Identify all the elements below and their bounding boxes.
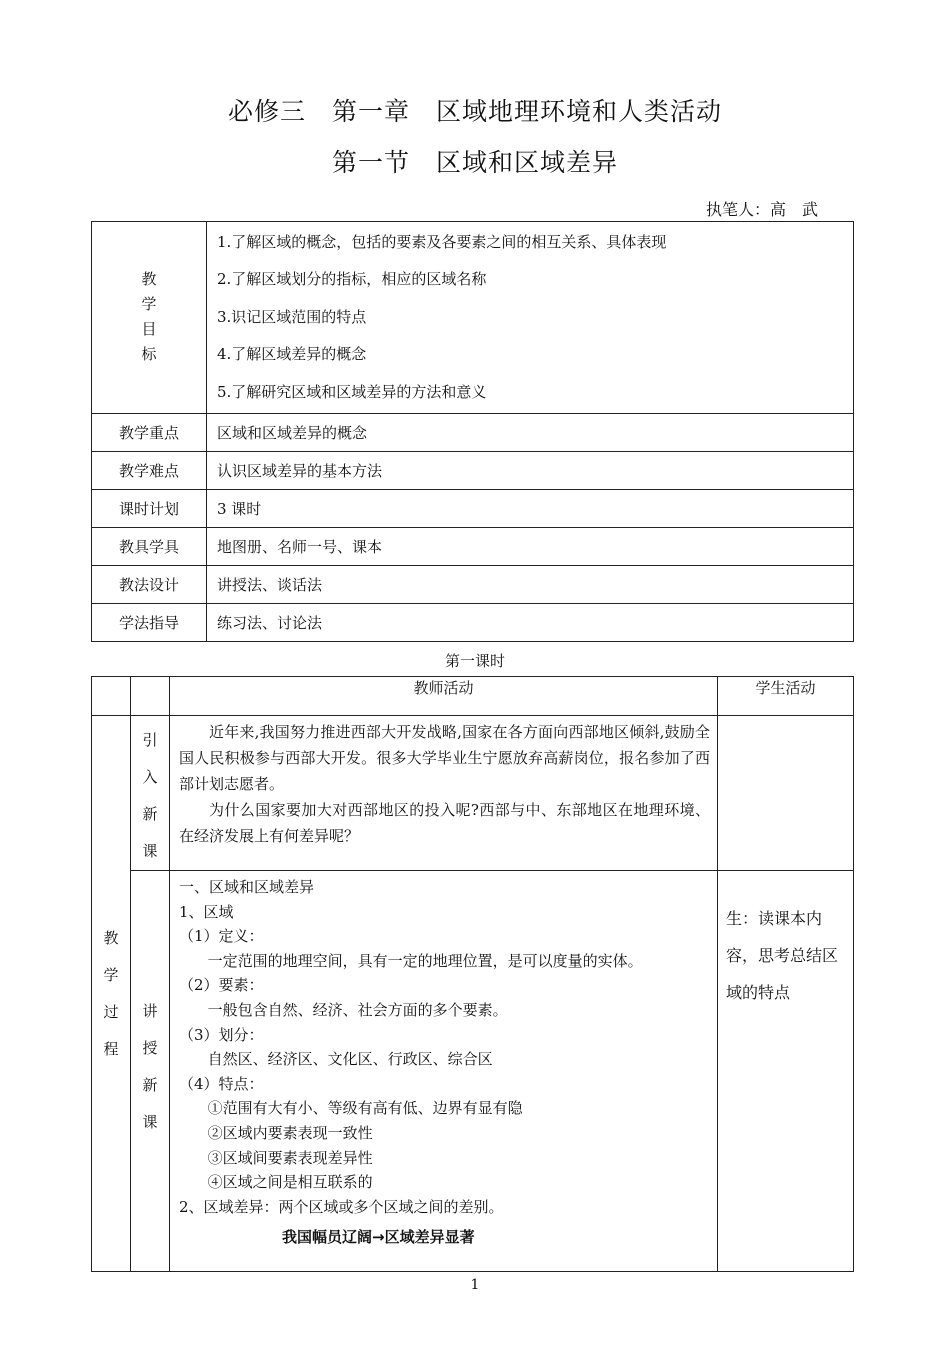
goals-label-char: 标 xyxy=(141,345,157,364)
intro-char: 入 xyxy=(142,768,158,786)
lecture-char: 新 xyxy=(142,1076,158,1094)
lecture-char: 授 xyxy=(142,1039,158,1057)
plan-row xyxy=(92,565,854,603)
goal-item: 3.识记区域范围的特点 xyxy=(217,307,367,326)
intro-paragraph: 近年来,我国努力推进西部大开发战略,国家在各方面向西部地区倾斜,鼓励全国人民积极参与西部大开发。很多大学毕业生宁愿放弃高薪岗位，报名参加了西部计划志愿者。 xyxy=(179,723,710,793)
lesson-plan-table xyxy=(91,221,854,642)
lecture-line: （3）划分： xyxy=(179,1025,264,1044)
lecture-content xyxy=(170,871,718,1272)
lecture-char: 讲 xyxy=(142,1002,158,1020)
lecture-line: ②区域内要素表现一致性 xyxy=(179,1123,373,1142)
plan-row xyxy=(92,451,854,489)
plan-row-label: 教法设计 xyxy=(92,565,207,603)
lecture-line: 一、区域和区域差异 xyxy=(179,878,315,896)
lecture-line: （1）定义： xyxy=(179,927,264,946)
session-table xyxy=(91,676,854,1272)
plan-row-value: 认识区域差异的基本方法 xyxy=(207,451,854,489)
plan-row-label: 教具学具 xyxy=(92,527,207,565)
goal-item: 2.了解区域划分的指标，相应的区域名称 xyxy=(217,270,487,289)
lecture-line: 一定范围的地理空间，具有一定的地理位置，是可以度量的实体。 xyxy=(179,951,643,970)
intro-row xyxy=(92,716,854,871)
plan-row-label: 教学难点 xyxy=(92,451,207,489)
plan-row-label: 教学重点 xyxy=(92,413,207,451)
student-activity-header: 学生活动 xyxy=(718,677,854,716)
lecture-label xyxy=(131,871,170,1272)
session-title: 第一课时 xyxy=(444,652,505,670)
plan-row xyxy=(92,489,854,527)
lecture-line: ④区域之间是相互联系的 xyxy=(179,1173,373,1192)
lecture-line: （2）要素： xyxy=(179,976,264,995)
author-line: 执笔人：高 武 xyxy=(706,200,819,219)
lecture-row xyxy=(92,871,854,1272)
lecture-line: 自然区、经济区、文化区、行政区、综合区 xyxy=(179,1050,493,1069)
intro-char: 新 xyxy=(142,805,158,823)
goals-row xyxy=(92,222,854,414)
goal-item: 5.了解研究区域和区域差异的方法和意义 xyxy=(217,382,487,401)
process-char: 学 xyxy=(103,965,119,984)
intro-label xyxy=(131,716,170,871)
intro-char: 课 xyxy=(142,842,158,860)
plan-row xyxy=(92,527,854,565)
plan-row-value: 3 课时 xyxy=(207,489,854,527)
process-label xyxy=(92,716,131,1272)
page-number: 1 xyxy=(470,1277,480,1293)
process-char: 过 xyxy=(103,1002,119,1021)
lecture-bold-line: 我国幅员辽阔→区域差异显著 xyxy=(282,1228,475,1247)
goals-label-char: 目 xyxy=(141,320,157,339)
goal-item: 1.了解区域的概念，包括的要素及各要素之间的相互关系、具体表现 xyxy=(217,233,667,251)
plan-row-value: 区域和区域差异的概念 xyxy=(207,413,854,451)
section-title: 第一节 区域和区域差异 xyxy=(331,148,618,177)
lecture-char: 课 xyxy=(142,1113,158,1131)
lecture-line: 2、区域差异：两个区域或多个区域之间的差别。 xyxy=(179,1197,504,1216)
goals-label xyxy=(92,222,207,414)
intro-char: 引 xyxy=(142,731,158,749)
process-char: 程 xyxy=(103,1039,119,1058)
intro-student-cell xyxy=(718,716,854,871)
student-activity-cell: 生：读课本内容，思考总结区域的特点 xyxy=(718,871,854,1272)
lecture-line: ①范围有大有小、等级有高有低、边界有显有隐 xyxy=(179,1099,523,1118)
teacher-activity-header: 教师活动 xyxy=(170,677,718,716)
goals-label-char: 教 xyxy=(141,270,157,289)
intro-paragraph: 为什么国家要加大对西部地区的投入呢?西部与中、东部地区在地理环境、在经济发展上有何差异呢？ xyxy=(179,801,710,845)
lecture-line: 一般包含自然、经济、社会方面的多个要素。 xyxy=(179,1000,508,1019)
process-char: 教 xyxy=(103,928,119,947)
lecture-line: ③区域间要素表现差异性 xyxy=(179,1148,373,1167)
plan-row-value: 地图册、名师一号、课本 xyxy=(207,527,854,565)
empty-header-cell xyxy=(131,677,170,716)
lecture-line: （4）特点： xyxy=(179,1074,264,1093)
goals-label-char: 学 xyxy=(141,295,157,314)
goal-item: 4.了解区域差异的概念 xyxy=(217,345,367,364)
intro-content xyxy=(170,716,718,871)
session-header-row xyxy=(92,677,854,716)
plan-row-value: 讲授法、谈话法 xyxy=(207,565,854,603)
plan-row-value: 练习法、讨论法 xyxy=(207,603,854,641)
empty-header-cell xyxy=(92,677,131,716)
plan-row xyxy=(92,603,854,641)
plan-row xyxy=(92,413,854,451)
lecture-line: 1、区域 xyxy=(179,902,234,921)
goals-list xyxy=(207,222,854,414)
document-title: 必修三 第一章 区域地理环境和人类活动 xyxy=(227,97,722,126)
plan-row-label: 课时计划 xyxy=(92,489,207,527)
plan-row-label: 学法指导 xyxy=(92,603,207,641)
